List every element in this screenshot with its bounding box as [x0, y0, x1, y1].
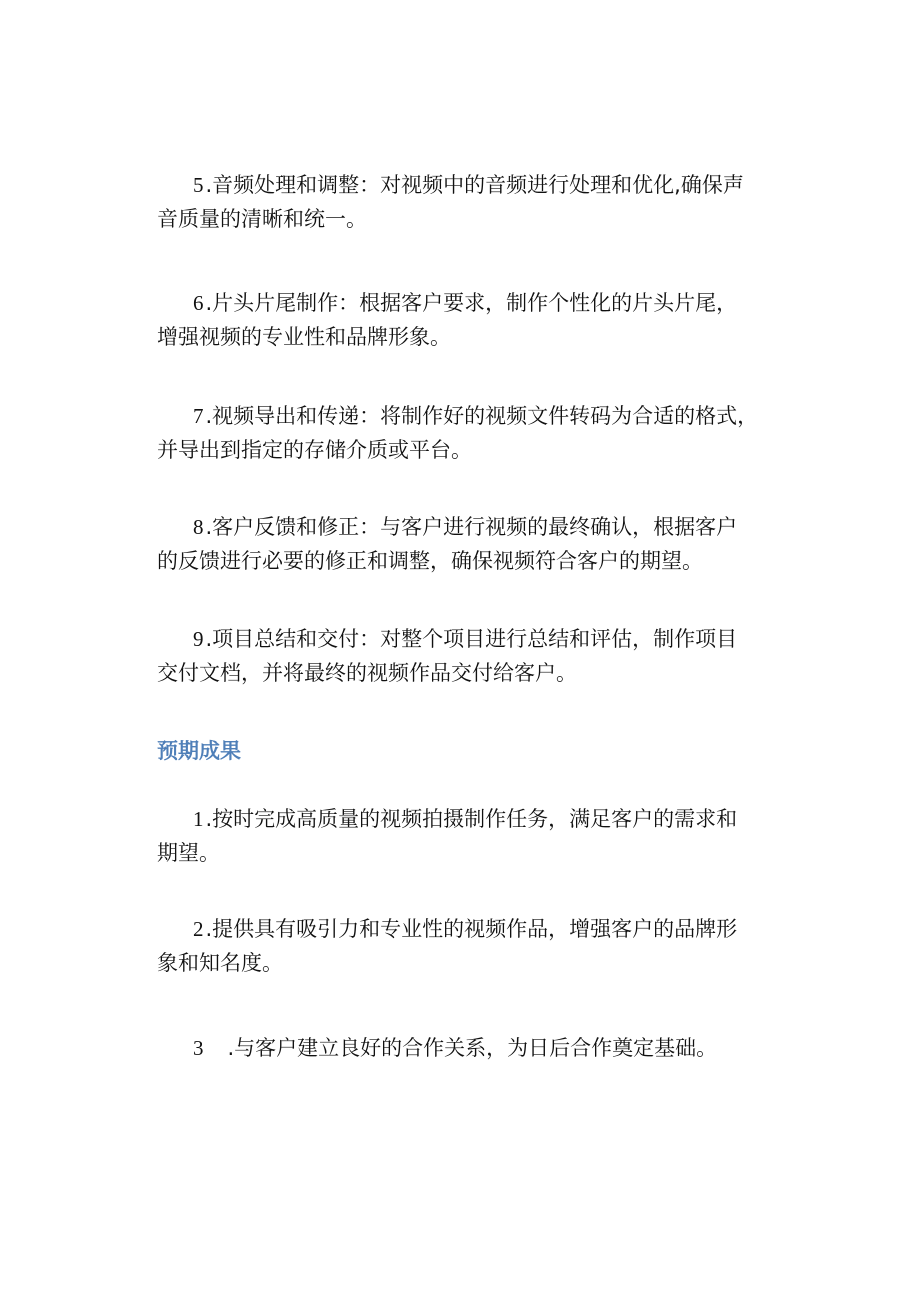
step-9-paragraph	[157, 622, 817, 690]
step-number: 8	[193, 515, 204, 539]
step-text-line2: 交付文档，并将最终的视频作品交付给客户。	[157, 661, 577, 685]
step-6-paragraph	[157, 286, 817, 354]
step-text-line2: 增强视频的专业性和品牌形象。	[157, 325, 451, 349]
step-8-paragraph	[157, 510, 817, 578]
step-number: 9	[193, 627, 204, 651]
step-text-line1: .客户反馈和修正：与客户进行视频的最终确认，根据客户	[205, 515, 738, 539]
step-text-line1: .片头片尾制作：根据客户要求，制作个性化的片头片尾，	[205, 291, 738, 315]
outcome-text-line2: 期望。	[157, 841, 220, 865]
step-text-line2: 的反馈进行必要的修正和调整，确保视频符合客户的期望。	[157, 549, 703, 573]
step-text-line1: .音频处理和调整：对视频中的音频进行处理和优化,确保声	[205, 173, 744, 197]
step-text-line1: .项目总结和交付：对整个项目进行总结和评估，制作项目	[205, 627, 738, 651]
step-number: 7	[193, 404, 204, 428]
step-text-line2: 并导出到指定的存储介质或平台。	[157, 438, 472, 462]
step-7-paragraph	[157, 399, 817, 467]
step-text-line1: .视频导出和传递：将制作好的视频文件转码为合适的格式，	[205, 404, 759, 428]
outcome-2-paragraph	[157, 912, 817, 980]
outcome-3-paragraph	[157, 1031, 817, 1065]
outcome-number: 1	[193, 807, 204, 831]
step-5-paragraph	[157, 168, 817, 236]
step-number: 5	[193, 173, 204, 197]
outcome-1-paragraph	[157, 802, 817, 870]
step-text-line2: 音质量的清晰和统一。	[157, 207, 367, 231]
outcome-text-line1: .提供具有吸引力和专业性的视频作品，增强客户的品牌形	[205, 917, 738, 941]
outcome-number: 3	[193, 1036, 204, 1060]
outcome-number: 2	[193, 917, 204, 941]
step-number: 6	[193, 291, 204, 315]
outcome-text-line1: .按时完成高质量的视频拍摄制作任务，满足客户的需求和	[205, 807, 738, 831]
outcome-text-line1: .与客户建立良好的合作关系，为日后合作奠定基础。	[227, 1036, 718, 1060]
outcome-text-line2: 象和知名度。	[157, 951, 283, 975]
outcomes-heading: 预期成果	[157, 739, 241, 763]
